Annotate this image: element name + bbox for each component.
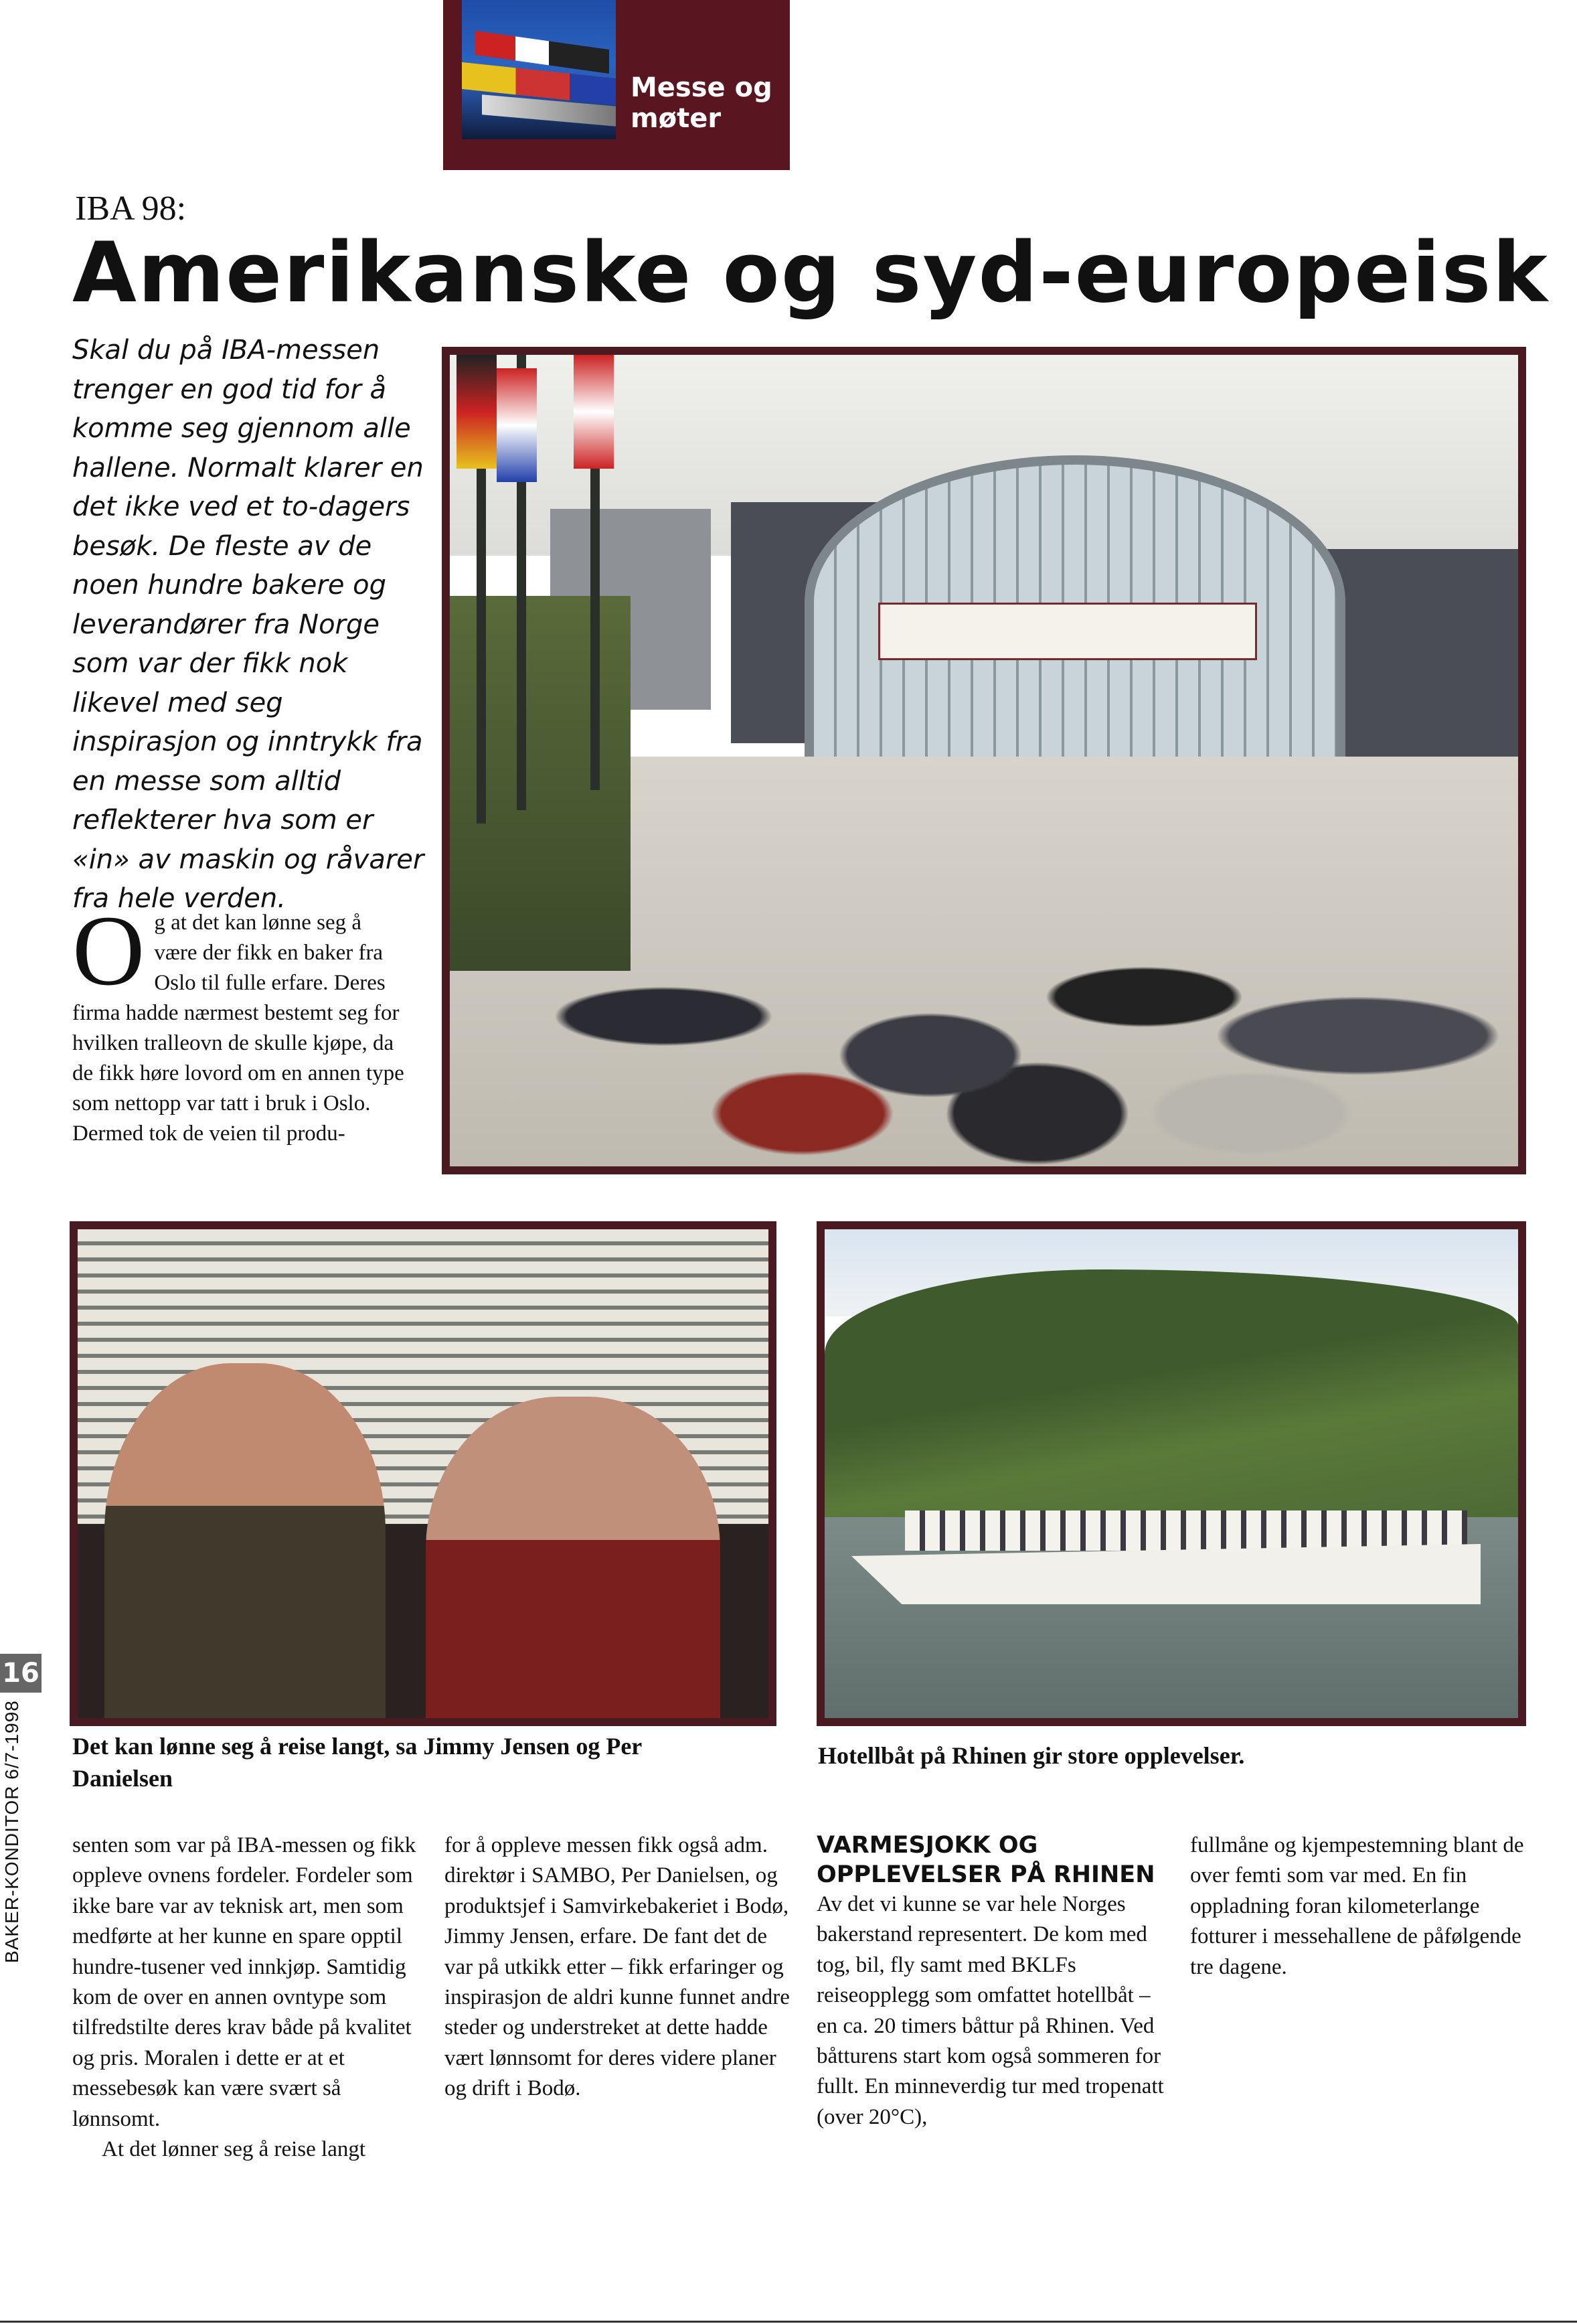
article-headline: Amerikanske og syd-europeisk xyxy=(72,225,1549,321)
intro-paragraph xyxy=(72,895,407,1149)
body-column-1 xyxy=(72,1831,420,2165)
intro-text: g at det kan lønne seg å være der fikk en baker fra Oslo til fulle erfare. Deres firma hadde nærmest bestemt seg for hvilken tralleovn de skulle kjøpe, da de fikk høre lovord om en annen type som nettopp var tatt i bruk i Oslo. Dermed tok de veien til produ- xyxy=(72,911,404,1146)
rhine-hotel-boat-photo xyxy=(817,1221,1526,1726)
column-1-paragraph-2: At det lønner seg å reise langt xyxy=(102,2137,366,2162)
article-kicker: IBA 98: xyxy=(75,189,187,228)
caption-people: Det kan lønne seg å reise langt, sa Jimmy Jensen og Per Danielsen xyxy=(72,1733,642,1792)
body-column-4 xyxy=(1190,1831,1538,1983)
jensen-danielsen-photo xyxy=(70,1221,776,1726)
column-3-paragraph: Av det vi kunne se var hele Norges bakerstand representert. De kom med tog, bil, fly samt med BKLFs reiseopplegg som omfattet hotellbåt – en ca. 20 timers båttur på Rhinen. Ved båtturens start kom også sommeren for fullt. En minneverdig tur med tropenatt (over 20°C), xyxy=(817,1892,1164,2129)
section-label-line1: Messe og xyxy=(631,72,772,103)
section-label xyxy=(631,72,772,134)
section-label-line2: møter xyxy=(631,103,722,134)
fair-entrance-photo xyxy=(442,347,1526,1174)
caption-boat: Hotellbåt på Rhinen gir store opplevelser. xyxy=(818,1742,1245,1769)
article-lead: Skal du på IBA-messen trenger en god tid for å komme seg gjennom alle hallene. Normalt klarer en det ikke ved et to-dagers besøk. De fleste av de noen hundre bakere og leverandører fra Norge som var der fikk nok likevel med seg inspirasjon og inntrykk fra en messe som alltid reflekterer hva som er «in» av maskin og råvarer fra hele verden. xyxy=(72,335,424,914)
column-1-paragraph: senten som var på IBA-messen og fikk oppleve ovnens fordeler. Fordeler som ikke bare var av teknisk art, men som medførte at her kunne en spare opptil hundre-tusener ved innkjøp. Samtidig kom de over en annen ovntype som tilfredstilte deres krav både på kvalitet og pris. Moralen i dette er at et messebesøk kan være svært så lønnsomt. xyxy=(72,1833,416,2131)
section-badge xyxy=(443,0,790,170)
column-2-paragraph: for å oppleve messen fikk også adm. direktør i SAMBO, Per Danielsen, og produktsjef i Samvirkebakeriet i Bodø, Jimmy Jensen, erfare. De fant det de var på utkikk etter – fikk erfaringer og inspirasjon de aldri kunne funnet andre steder og understreket at dette hadde vært lønnsomt for deres videre planer og drift i Bodø. xyxy=(444,1833,790,2101)
subheading: VARMESJOKK OG OPPLEVELSER PÅ RHINEN xyxy=(817,1832,1155,1888)
drop-cap: O xyxy=(72,895,145,1006)
body-column-3 xyxy=(817,1831,1165,2133)
bottom-rule xyxy=(0,2321,1577,2323)
page-number: 16 xyxy=(0,1654,42,1693)
flags-thumbnail xyxy=(462,0,616,139)
body-column-2 xyxy=(444,1831,793,2104)
column-4-paragraph: fullmåne og kjempestemning blant de over femti som var med. En fin oppladning foran kilometerlange fotturer i messehallene de påfølgende tre dagene. xyxy=(1190,1833,1524,1979)
publication-footer: BAKER-KONDITOR 6/7-1998 xyxy=(1,1700,22,1963)
